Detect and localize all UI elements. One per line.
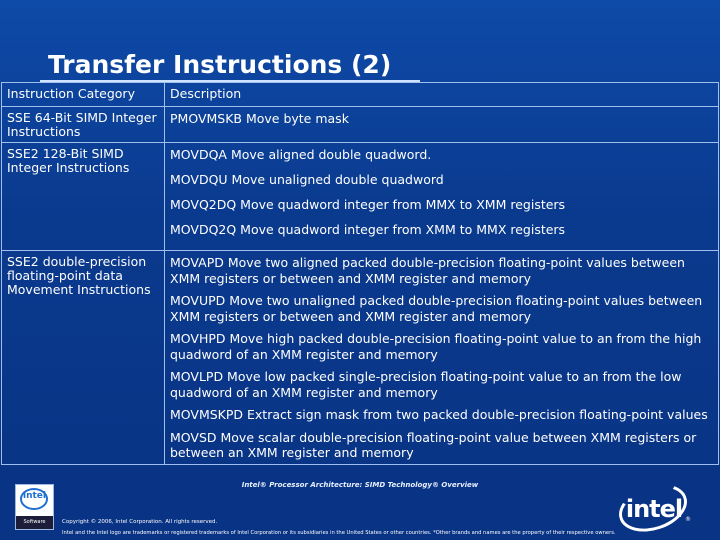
copyright-notice: Copyright © 2006, Intel Corporation. All rights reserved. [62,519,218,525]
description-line: MOVDQU Move unaligned double quadword [170,172,444,187]
slide-title: Transfer Instructions (2) [48,50,392,79]
header-category: Instruction Category [2,83,165,107]
description-line: MOVDQ2Q Move quadword integer from XMM to MMX registers [170,222,566,237]
category-cell: SSE 64-Bit SIMD Integer Instructions [2,107,165,143]
logo-wordmark: intel [625,495,683,523]
category-cell: SSE2 double-precision floating-point data Movement Instructions [2,251,165,465]
description-line: MOVMSKPD Extract sign mask from two packed double-precision floating-point values [170,407,708,422]
description-line: MOVQ2DQ Move quadword integer from MMX to XMM registers [170,197,566,212]
table-row [2,107,719,143]
trademark-notice: Intel and the Intel logo are trademarks or registered trademarks of Intel Corporation or its subsidiaries in the United States or other countries. *Other brands and names are the property of their respective owners. [62,530,616,536]
description-line: MOVDQA Move aligned double quadword. [170,147,432,162]
description-cell [165,143,719,251]
description-cell [165,107,719,143]
table-header-row [2,83,719,107]
description-line: MOVHPD Move high packed double-precision floating-point value to an from the high quadword of an XMM register and memory [170,331,702,362]
intel-logo [618,486,691,530]
header-description: Description [165,83,719,107]
description-cell [165,251,719,465]
table-row [2,143,719,251]
logo-band-label: Software [16,516,53,529]
description-line: PMOVMSKB Move byte mask [170,111,349,126]
instruction-table [1,82,719,465]
description-line: MOVSD Move scalar double-precision floating-point value between XMM registers or between an XMM register and memory [170,429,697,460]
registered-mark: ® [685,516,691,523]
category-cell: SSE2 128-Bit SIMD Integer Instructions [2,143,165,251]
description-line: MOVAPD Move two aligned packed double-precision floating-point values between XMM registers or between and XMM register and memory [170,255,685,286]
description-line: MOVLPD Move low packed single-precision floating-point value to an from the low quadword of an XMM register and memory [170,369,682,400]
table-row [2,251,719,465]
logo-wordmark: intel [23,491,46,501]
description-line: MOVUPD Move two unaligned packed double-precision floating-point values between XMM registers or between and XMM register and memory [170,293,703,324]
intel-software-logo [15,484,54,530]
footer-caption: Intel® Processor Architecture: SIMD Technology® Overview [241,481,479,489]
